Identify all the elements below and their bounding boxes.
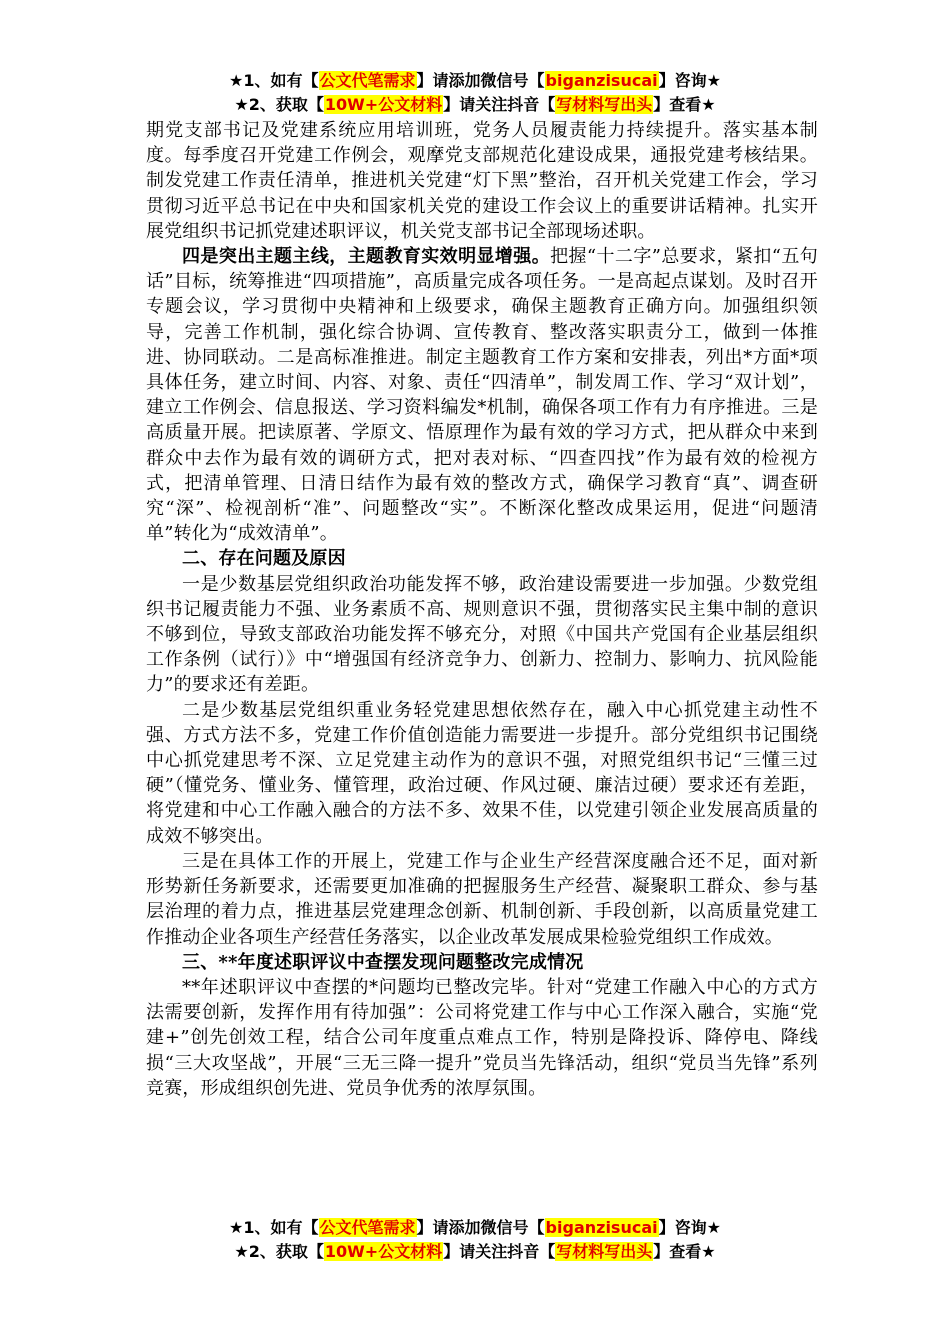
promo-text: ★2、获取【 bbox=[234, 95, 324, 114]
promo-text: 】查看★ bbox=[653, 95, 716, 114]
promo-line-2-bottom bbox=[0, 1241, 950, 1263]
promo-text: ★1、如有【 bbox=[229, 1218, 319, 1237]
promo-highlight: 公文代笔需求 bbox=[319, 71, 416, 90]
promo-highlight: biganzisucai bbox=[545, 71, 658, 90]
promo-text: 】咨询★ bbox=[658, 1218, 721, 1237]
paragraph-lead: 四是突出主题主线，主题教育实效明显增强。 bbox=[182, 246, 551, 268]
promo-highlight: 10W+公文材料 bbox=[324, 95, 443, 114]
paragraph-continued: 期党支部书记及党建系统应用培训班，党务人员履责能力持续提升。落实基本制度。每季度召开党建工作例会，观摩党支部规范化建设成果，通报党建考核结果。制发党建工作责任清单，推进机关党建“灯下黑”整治，召开机关党建工作会，学习贯彻习近平总书记在中央和国家机关党的建设工作会议上的重要讲话精神。扎实开展党组织书记抓党建述职评议，机关党支部书记全部现场述职。 bbox=[146, 120, 818, 242]
paragraph-rectification: **年述职评议中查摆的*问题均已整改完毕。针对“党建工作融入中心的方式方法需要创新，发挥作用有待加强”：公司将党建工作与中心工作深入融合，实施“党建+”创先创效工程，结合公司年度重点难点工作，特别是降投诉、降停电、降线损“三大攻坚战”，开展“三无三降一提升”党员当先锋活动，组织“党员当先锋”系列竞赛，形成组织创先进、党员争优秀的浓厚氛围。 bbox=[146, 976, 818, 1099]
promo-highlight: biganzisucai bbox=[545, 1218, 658, 1237]
promo-highlight: 写材料写出头 bbox=[556, 1242, 653, 1261]
paragraph-problem-2: 二是少数基层党组织重业务轻党建思想依然存在，融入中心抓党建主动性不强、方式方法不多，党建工作价值创造能力需要进一步提升。部分党组织书记围绕中心抓党建思考不深、立足党建主动作为的意识不强，对照党组织书记“三懂三过硬”（懂党务、懂业务、懂管理，政治过硬、作风过硬、廉洁过硬）要求还有差距，将党建和中心工作融入融合的方法不多、效果不佳，以党建引领企业发展高质量的成效不够突出。 bbox=[146, 699, 818, 847]
promo-text: 】咨询★ bbox=[658, 71, 721, 90]
promo-text: 】查看★ bbox=[653, 1242, 716, 1261]
promo-text: 】请关注抖音【 bbox=[443, 1242, 556, 1261]
document-body bbox=[146, 118, 818, 1101]
promo-text: 】请添加微信号【 bbox=[416, 1218, 545, 1237]
section-heading-rectification: 三、**年度述职评议中查摆发现问题整改完成情况 bbox=[182, 951, 584, 973]
promo-line-1-bottom bbox=[0, 1217, 950, 1239]
promo-highlight: 10W+公文材料 bbox=[324, 1242, 443, 1261]
promo-highlight: 公文代笔需求 bbox=[319, 1218, 416, 1237]
paragraph-problem-1: 一是少数基层党组织政治功能发挥不够，政治建设需要进一步加强。少数党组织书记履责能力不强、业务素质不高、规则意识不强，贯彻落实民主集中制的意识不够到位，导致支部政治功能发挥不够充分，对照《中国共产党国有企业基层组织工作条例（试行）》中“增强国有经济竞争力、创新力、控制力、影响力、抗风险能力”的要求还有差距。 bbox=[146, 573, 818, 696]
promo-text: ★1、如有【 bbox=[229, 71, 319, 90]
paragraph-text: 把握“十二字”总要求，紧扣“五句话”目标，统筹推进“四项措施”，高质量完成各项任务。一是高起点谋划。及时召开专题会议，学习贯彻中央精神和上级要求，确保主题教育正确方向。加强组织领导，完善工作机制，强化综合协调、宣传教育、整改落实职责分工，做到一体推进、协同联动。二是高标准推进。制定主题教育工作方案和安排表，列出*方面*项具体任务，建立时间、内容、对象、责任“四清单”，制发周工作、学习“双计划”，建立工作例会、信息报送、学习资料编发*机制，确保各项工作有力有序推进。三是高质量开展。把读原著、学原文、悟原理作为最有效的学习方式，把从群众中来到群众中去作为最有效的调研方式，把对表对标、“四查四找”作为最有效的检视方式，把清单管理、日清日结作为最有效的整改方式，确保学习教育“真”、调查研究“深”、检视剖析“准”、问题整改“实”。不断深化整改成果运用，促进“问题清单”转化为“成效清单”。 bbox=[146, 246, 818, 545]
promo-highlight: 写材料写出头 bbox=[556, 95, 653, 114]
promo-text: 】请添加微信号【 bbox=[416, 71, 545, 90]
promo-line-1-top bbox=[0, 70, 950, 92]
promo-line-2-top bbox=[0, 94, 950, 116]
promo-text: 】请关注抖音【 bbox=[443, 95, 556, 114]
paragraph-problem-3: 三是在具体工作的开展上，党建工作与企业生产经营深度融合还不足，面对新形势新任务新要求，还需要更加准确的把握服务生产经营、凝聚职工群众、参与基层治理的着力点，推进基层党建理念创新、机制创新、手段创新，以高质量党建工作推动企业各项生产经营任务落实，以企业改革发展成果检验党组织工作成效。 bbox=[146, 850, 818, 948]
promo-text: ★2、获取【 bbox=[234, 1242, 324, 1261]
section-heading-problems: 二、存在问题及原因 bbox=[182, 548, 346, 570]
paragraph-theme-education bbox=[146, 244, 818, 546]
